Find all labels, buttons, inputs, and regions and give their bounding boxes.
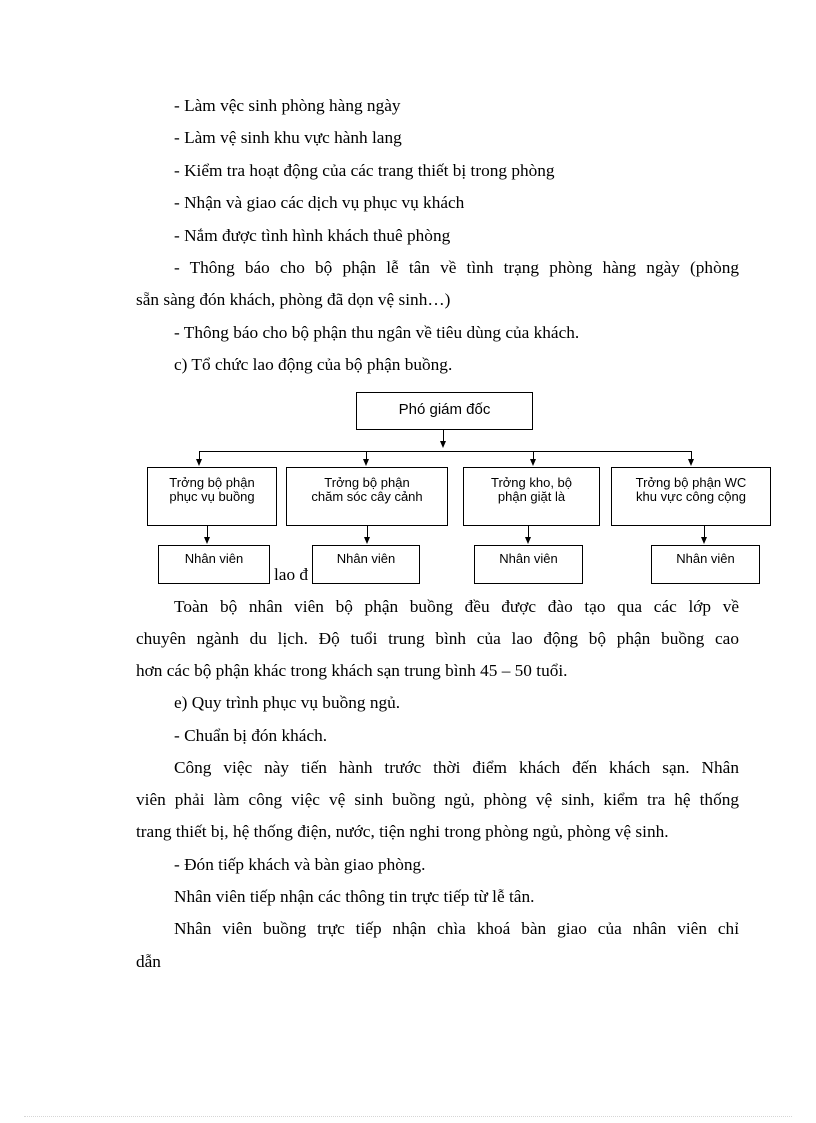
paragraph-line: Nhân viên buồng trực tiếp nhận chìa khoá bàn giao của nhân viên chỉ [174, 919, 739, 938]
arrow-down-icon [196, 459, 202, 466]
paragraph-line: viên phải làm công việc vệ sinh buồng ngủ, phòng vệ sinh, kiểm tra hệ thống [136, 790, 739, 809]
org-head-box [463, 467, 600, 526]
org-head-subtitle: phận giặt là [497, 489, 566, 504]
paragraph-line: trang thiết bị, hệ thống điện, nước, tiện nghi trong phòng ngủ, phòng vệ sinh. [136, 822, 669, 841]
org-staff-box [312, 545, 420, 584]
org-root-label: Phó giám đốc [398, 401, 491, 418]
duty-item: - Kiểm tra hoạt động của các trang thiết bị trong phòng [174, 161, 555, 180]
duty-item: - Làm vệ sinh khu vực hành lang [174, 128, 402, 147]
org-staff-box [651, 545, 760, 584]
connector-line [533, 451, 534, 459]
arrow-down-icon [688, 459, 694, 466]
org-staff-label: Nhân viên [499, 551, 558, 566]
paragraph-line: Toàn bộ nhân viên bộ phận buồng đều được đào tạo qua các lớp về [174, 597, 739, 616]
org-head-subtitle: chăm sóc cây cảnh [311, 489, 423, 504]
arrow-down-icon [364, 537, 370, 544]
subheading: - Đón tiếp khách và bàn giao phòng. [174, 855, 426, 874]
connector-line [704, 526, 705, 537]
org-head-title: Trởng bộ phận [169, 475, 255, 490]
org-root-box [356, 392, 533, 430]
org-head-subtitle: phục vụ buồng [169, 489, 255, 504]
org-staff-label: Nhân viên [676, 551, 735, 566]
arrow-down-icon [525, 537, 531, 544]
paragraph-line: chuyên ngành du lịch. Độ tuổi trung bình của lao động bộ phận buồng cao [136, 629, 739, 648]
duty-item: - Nhận và giao các dịch vụ phục vụ khách [174, 193, 465, 212]
subheading: - Chuẩn bị đón khách. [174, 726, 328, 745]
paragraph-line: Công việc này tiến hành trước thời điểm khách đến khách sạn. Nhân [174, 758, 739, 777]
connector-line [199, 451, 692, 452]
section-c-heading: c) Tổ chức lao động của bộ phận buồng. [174, 355, 453, 374]
notify-reception-line1: - Thông báo cho bộ phận lễ tân về tình trạng phòng hàng ngày (phòng [174, 258, 739, 277]
org-staff-box [474, 545, 583, 584]
notify-cashier: - Thông báo cho bộ phận thu ngân về tiêu dùng của khách. [174, 323, 580, 342]
paragraph-line: Nhân viên tiếp nhận các thông tin trực tiếp từ lễ tân. [174, 887, 535, 906]
org-staff-box [158, 545, 270, 584]
arrow-down-icon [701, 537, 707, 544]
connector-line [207, 526, 208, 537]
duty-item: - Làm vệc sinh phòng hàng ngày [174, 96, 401, 115]
org-staff-label: Nhân viên [184, 551, 244, 566]
notify-reception-line2: sẵn sàng đón khách, phòng đã dọn vệ sinh…) [136, 290, 451, 309]
org-head-title: Trởng kho, bộ [490, 475, 573, 490]
org-head-title: Trởng bộ phận WC [635, 475, 747, 490]
paragraph-line: dẫn [136, 952, 161, 971]
paragraph-line: hơn các bộ phận khác trong khách sạn trung bình 45 – 50 tuổi. [136, 661, 568, 680]
duty-item: - Nắm được tình hình khách thuê phòng [174, 226, 451, 245]
org-head-title: Trởng bộ phận [324, 475, 410, 490]
connector-line [528, 526, 529, 537]
arrow-down-icon [363, 459, 369, 466]
arrow-down-icon [530, 459, 536, 466]
org-head-subtitle: khu vực công cộng [636, 489, 746, 504]
connector-line [199, 451, 200, 459]
arrow-down-icon [440, 441, 446, 448]
section-e-heading: e) Quy trình phục vụ buồng ngủ. [174, 693, 401, 712]
overlap-text-fragment: lao đ [274, 565, 309, 584]
page-bottom-rule [24, 1116, 792, 1117]
org-staff-label: Nhân viên [336, 551, 396, 566]
connector-line [367, 526, 368, 537]
org-head-box [147, 467, 277, 526]
org-head-box [286, 467, 448, 526]
arrow-down-icon [204, 537, 210, 544]
connector-line [691, 451, 692, 459]
connector-line [366, 451, 367, 459]
org-head-box [611, 467, 771, 526]
